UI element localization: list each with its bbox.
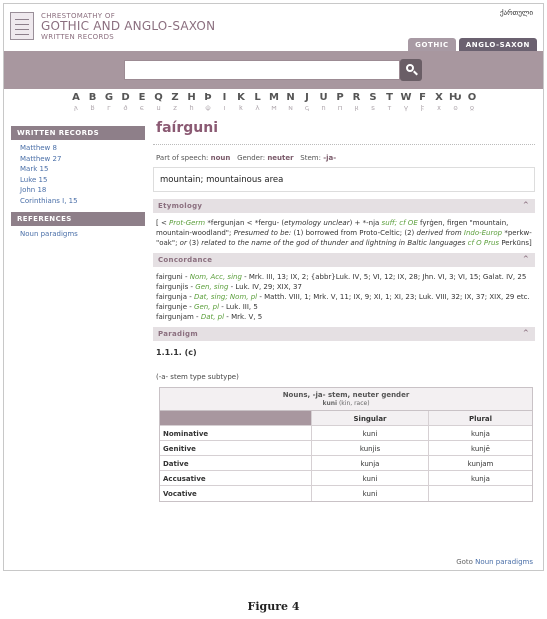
search-button[interactable] [400,59,422,81]
logo-line-1: CHRESTOMATHY OF [41,12,116,20]
gothic-letter: 𐍂 [354,104,359,112]
app-window [3,3,544,571]
table-body [160,426,532,501]
references-text: Luk. IV, 29; XIX, 37 [235,283,302,291]
latin-letter: I [222,92,227,103]
georgian-language-link[interactable]: ქართული [499,9,533,17]
plural-cell: kunja [471,475,490,483]
case-cell: Accusative [160,471,312,485]
table-row [160,456,532,471]
alphabet-letter[interactable] [200,92,216,113]
table-caption [160,388,532,411]
latin-letter: S [369,92,377,103]
references-text: Luk. III, 5 [226,303,258,311]
word-form: fairgunje [156,303,188,311]
alphabet-letter[interactable] [184,92,200,113]
tab-gothic[interactable]: GOTHIC [408,38,456,51]
alphabet-letter[interactable] [332,92,348,113]
alphabet-letter[interactable] [233,92,249,113]
gothic-letter: 𐌵 [156,104,161,112]
gothic-letter: 𐌿 [321,104,326,112]
alphabet-letter[interactable] [85,92,101,113]
alphabet-letter[interactable] [118,92,134,113]
latin-letter: Þ [204,92,212,103]
singular-cell: kuni [312,471,429,485]
latin-letter: H [187,92,196,103]
pos-value: noun [210,154,231,162]
etym-part: ) + *-nja [349,219,382,227]
stem-value: -ja- [323,154,337,162]
concordance-title: Concordance [158,256,213,264]
latin-letter: J [305,92,309,103]
latin-letter: T [386,92,393,103]
headword-divider [153,144,535,145]
references-text: Mrk. III, 13; IX, 2; {abbr}Luk. IV, 5; VI, 12; IX, 28; Jhn. VI, 3; VI, 15; Galat. IV, 25 [248,273,527,281]
latin-letter: W [400,92,412,103]
gothic-letter: 𐍆 [420,104,425,112]
gothic-letter: 𐍃 [371,104,375,112]
singular-cell: kuni [312,486,429,501]
entry-main [153,120,535,502]
word-form: fairgunjis [156,283,189,291]
gothic-letter: 𐌲 [107,104,111,112]
goto-prefix: Goto [456,558,473,566]
grammar-tag: Dat, sing; Nom, pl [194,293,258,301]
figure-caption: Figure 4 [247,600,300,613]
etym-part: (3) [186,239,202,247]
written-records-heading: WRITTEN RECORDS [11,126,145,140]
gothic-letter: 𐌹 [223,104,226,112]
alphabet-letter[interactable] [382,92,398,113]
latin-letter: X [435,92,443,103]
alphabet-letter[interactable] [316,92,332,113]
alphabet-letter[interactable] [151,92,167,113]
table-row [160,471,532,486]
alphabet-letter[interactable] [349,92,365,113]
table-header-row [160,411,532,426]
latin-letter: U [319,92,328,103]
alphabet-letter[interactable] [283,92,299,113]
latin-letter: N [286,92,295,103]
latin-letter: F [419,92,426,103]
paradigm-number: 1.1.1. (c) [156,348,197,357]
table-subtitle [160,400,532,407]
paradigm-subtype: (-a- stem type subtype) [156,373,239,381]
plural-cell: kunjam [467,460,494,468]
plural-cell [429,486,532,501]
logo-line-2: GOTHIC AND ANGLO-SAXON [41,19,216,33]
logo-line-3: WRITTEN RECORDS [41,33,115,41]
concordance-line: fairgunjis - Gen, sing - Luk. IV, 29; XIX, 37 [156,283,302,291]
collapse-icon[interactable]: ^ [522,329,529,337]
singular-cell: kunja [312,456,429,470]
etymology-header[interactable] [153,199,535,213]
etym-note: derived from [416,229,462,237]
meaning-box: mountain; mountainous area [153,167,535,192]
etym-part: (1) borrowed from Proto-Celtic; (2) [291,229,417,237]
gothic-letter: 𐍈 [453,104,458,112]
latin-letter: Ƕ [449,92,462,103]
tab-anglo-saxon[interactable]: ANGLO-SAXON [459,38,537,51]
gothic-letter: 𐌼 [271,104,277,112]
gothic-letter: 𐍄 [387,104,392,112]
etym-note: etymology unclear [284,219,350,227]
etym-part: Perkūns] [499,239,532,247]
word-form: fairgunja [156,293,188,301]
sidebar [11,126,145,240]
etymology-title: Etymology [158,202,203,210]
grammar-tag: Gen, pl [194,303,220,311]
etym-part: [ < [156,219,170,227]
alphabet-letter[interactable] [448,92,464,113]
case-cell: Genitive [160,441,312,455]
site-header [4,4,543,51]
references-text: Matth. VIII, 1; Mrk. V, 11; IX, 9; XI, 1; XI, 23; Luk. VIII, 32; IX, 37; XIX, 29 etc. [264,293,530,301]
references-text: Mrk. V, 5 [231,313,263,321]
subtitle-gloss: (kin, race) [338,400,370,407]
alphabet-letter[interactable] [68,92,84,113]
latin-letter: G [104,92,114,103]
alphabet-letter[interactable] [266,92,282,113]
stem-label: Stem: [300,154,321,162]
concordance-list [153,267,535,327]
grammar-meta [153,154,535,162]
col-plural: Plural [429,411,532,425]
col-singular: Singular [312,411,429,425]
case-cell: Vocative [160,486,312,501]
gothic-letter: 𐌶 [173,104,177,112]
etymology-text [153,213,535,253]
alphabet-letter[interactable] [365,92,381,113]
search-bar [4,51,543,89]
collapse-icon[interactable]: ^ [522,201,529,209]
gothic-letter: 𐌽 [288,104,293,112]
references-heading: REFERENCES [11,212,145,226]
gothic-letter: 𐍇 [437,104,441,112]
sidebar-record-link[interactable]: Luke 15 [20,175,48,184]
concordance-line: fairgunjam - Dat, pl - Mrk. V, 5 [156,313,263,321]
alphabet-nav [4,89,543,119]
plural-cell: kunja [471,430,490,438]
alphabet-letter[interactable] [415,92,431,113]
collapse-icon[interactable]: ^ [522,255,529,263]
sidebar-record-link[interactable]: Mark 15 [20,165,49,173]
written-records-list [11,140,145,206]
paradigm-header[interactable] [153,327,535,341]
etym-part: fyrġen, firgen "mountain, mountain-woodland"; [156,219,509,237]
alphabet-letter[interactable] [101,92,117,113]
word-form: fairguni [156,273,183,281]
latin-letter: L [254,92,261,103]
alphabet-letter[interactable] [250,92,266,113]
concordance-line: fairgunje - Gen, pl - Luk. III, 5 [156,303,258,311]
etym-lang: suff; cf OE [381,219,418,227]
case-cell: Nominative [160,426,312,440]
latin-letter: B [88,92,97,103]
alphabet-letter[interactable] [134,92,150,113]
language-tabs [408,38,537,51]
latin-letter: D [121,92,130,103]
etym-lang: Prot-Germ [169,219,206,227]
etym-part: *perkw- "oak"; [156,229,532,247]
gothic-letter: 𐌻 [255,104,260,112]
alphabet-letter[interactable] [299,92,315,113]
latin-letter: Z [171,92,179,103]
latin-letter: R [352,92,361,103]
alphabet-letter[interactable] [217,92,233,113]
gothic-letter: 𐌺 [239,104,243,112]
latin-letter: E [138,92,146,103]
alphabet-letter[interactable] [167,92,183,113]
gothic-letter: 𐌰 [74,104,78,112]
table-row [160,426,532,441]
latin-letter: K [237,92,245,103]
grammar-tag: Gen, sing [195,283,229,291]
gender-label: Gender: [237,154,266,162]
gothic-letter: 𐍅 [403,104,409,112]
table-title: Nouns, -ja- stem, neuter gender [282,391,410,399]
gothic-letter: 𐌱 [90,104,95,112]
gothic-letter: 𐌷 [189,104,194,112]
etym-lang: Indo-Europ [463,229,503,237]
pos-label: Part of speech: [156,154,209,162]
alphabet-letter[interactable] [464,92,480,113]
goto-line [456,558,533,566]
latin-letter: A [72,92,80,103]
singular-cell: kunjis [312,441,429,455]
singular-cell: kuni [312,426,429,440]
concordance-header[interactable] [153,253,535,267]
sidebar-record-link[interactable]: Matthew 8 [20,144,57,152]
latin-letter: M [269,92,279,103]
word-form: fairgunjam [156,313,194,321]
etym-note: or [179,239,187,247]
gothic-letter: 𐌾 [304,104,310,112]
sidebar-reference-link[interactable]: Noun paradigms [20,230,78,238]
sidebar-record-link[interactable]: Corinthians I, 15 [20,196,78,205]
headword: faírguni [156,120,218,136]
sidebar-record-link[interactable]: John 18 [20,186,47,194]
gothic-letter: 𐌸 [205,104,211,112]
search-input[interactable] [124,60,400,80]
table-row [160,441,532,456]
latin-letter: P [336,92,344,103]
sidebar-record-link[interactable]: Matthew 27 [20,154,62,163]
etym-note: Presumed to be: [233,229,292,237]
etym-note: related to the name of the god of thunder and lightning in Baltic languages [201,239,466,247]
gothic-letter: 𐍀 [337,104,343,112]
gender-value: neuter [267,154,294,162]
alphabet-letter[interactable] [398,92,414,113]
book-logo-icon[interactable] [10,12,34,40]
alphabet-letter[interactable] [431,92,447,113]
subtitle-word: kuni [322,400,338,407]
grammar-tag: Nom, Acc, sing [189,273,242,281]
case-cell: Dative [160,456,312,470]
etym-lang: cf O Prus [467,239,500,247]
etym-part: *fergunjan < *fergu- ( [205,219,285,227]
plural-cell: kunjē [471,445,490,453]
latin-letter: O [467,92,477,103]
paradigm-title: Paradigm [158,330,198,338]
references-list [11,226,145,240]
gothic-letter: 𐌳 [123,104,128,112]
gothic-letter: 𐌴 [139,104,145,112]
paradigm-table [159,387,533,502]
gothic-letter: 𐍉 [469,104,475,112]
concordance-line: fairguni - Nom, Acc, sing - Mrk. III, 13; IX, 2; {abbr}Luk. IV, 5; VI, 12; IX, 28; Jhn. VI, 3; VI, 15; Galat. IV, 25 [156,273,527,281]
header-blank-cell [160,411,312,425]
concordance-line: fairgunja - Dat, sing; Nom, pl - Matth. VIII, 1; Mrk. V, 11; IX, 9; XI, 1; XI, 23; Luk. VIII, 32; IX, 37; XIX, 29 etc. [156,293,530,301]
latin-letter: Q [154,92,163,103]
table-row [160,486,532,501]
goto-noun-paradigms-link[interactable]: Noun paradigms [475,558,533,566]
grammar-tag: Dat, pl [200,313,225,321]
